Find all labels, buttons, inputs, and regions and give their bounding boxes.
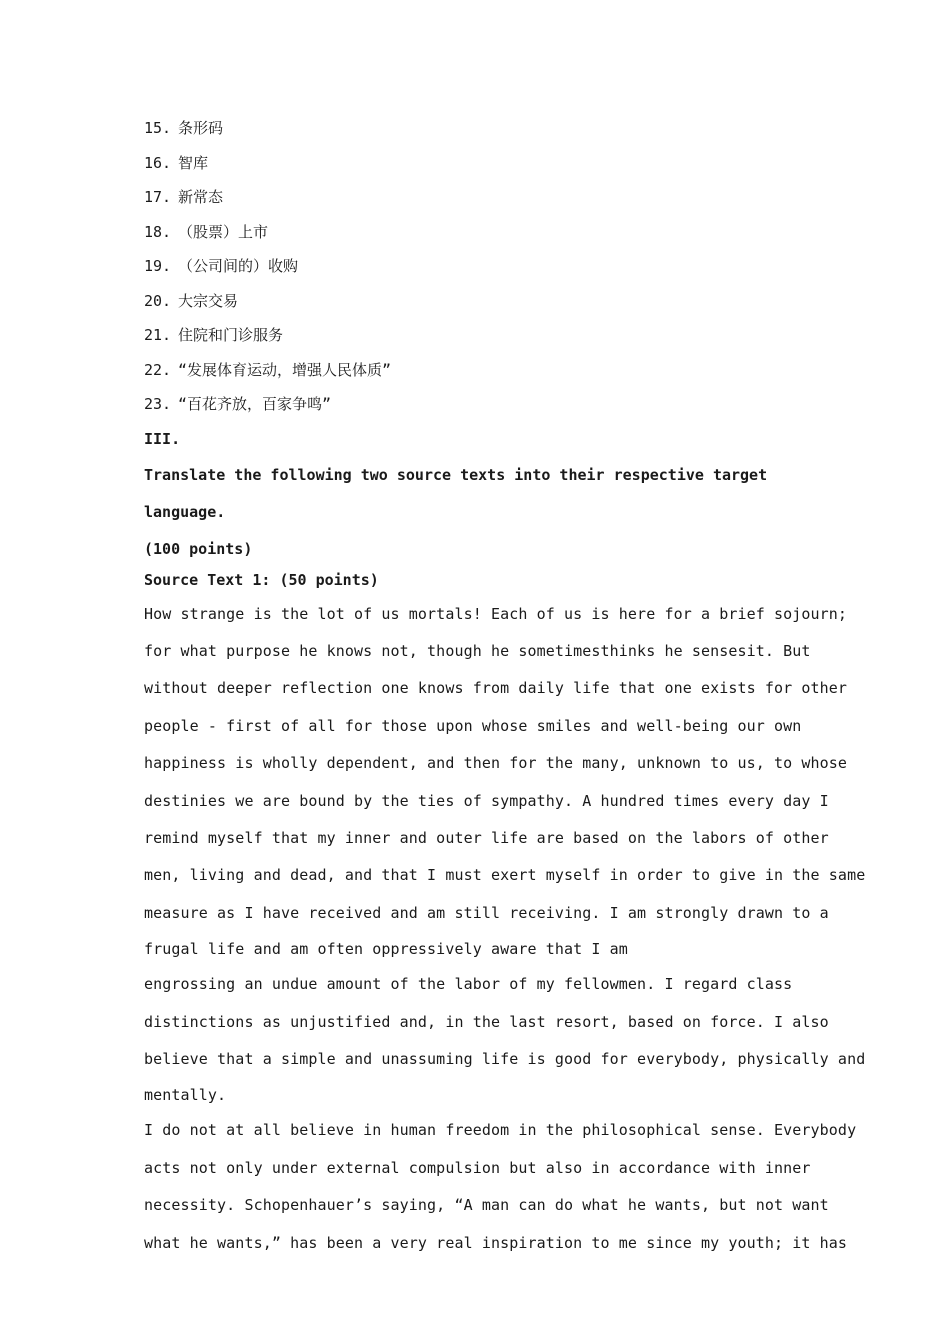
paragraph-line: I do not at all believe in human freedom in the philosophical sense. Everybody — [144, 1121, 857, 1140]
paragraph-line: distinctions as unjustified and, in the last resort, based on force. I also — [144, 1012, 829, 1031]
list-item — [144, 222, 824, 257]
item-number: 18. — [144, 222, 172, 241]
item-number: 16. — [144, 153, 172, 172]
item-number: 15. — [144, 119, 172, 137]
section-heading: III. — [144, 429, 181, 448]
paragraph-line: mentally. — [144, 1086, 227, 1105]
item-number: 20. — [144, 291, 172, 310]
source-paragraph-1 — [144, 596, 866, 1113]
paragraph-line: engrossing an undue amount of the labor of my fellowmen. I regard class — [144, 975, 793, 994]
item-term: 条形码 — [178, 119, 224, 137]
paragraph-line: necessity. Schopenhauer’s saying, “A man can do what he wants, but not want — [144, 1196, 829, 1215]
instruction-text — [144, 457, 824, 568]
paragraph-line: without deeper reflection one knows from daily life that one exists for other — [144, 679, 848, 698]
list-item — [144, 256, 824, 291]
item-term: 智库 — [178, 153, 209, 172]
instruction-line: Translate the following two source texts into their respective target language. — [144, 465, 768, 521]
paragraph-line: men, living and dead, and that I must exert myself in order to give in the same — [144, 866, 866, 885]
paragraph-line: destinies we are bound by the ties of sympathy. A hundred times every day I — [144, 791, 829, 810]
item-term: （公司间的）收购 — [178, 257, 299, 275]
item-number: 17. — [144, 188, 172, 206]
list-item — [144, 325, 824, 360]
list-item — [144, 118, 824, 153]
item-term: 住院和门诊服务 — [178, 326, 284, 344]
item-term: “发展体育运动，增强人民体质” — [178, 360, 392, 379]
item-number: 21. — [144, 326, 172, 344]
list-item — [144, 153, 824, 188]
source-text-heading: Source Text 1: (50 points) — [144, 570, 379, 589]
item-number: 23. — [144, 395, 172, 413]
paragraph-line: for what purpose he knows not, though he sometimesthinks he sensesit. But — [144, 641, 811, 660]
paragraph-line: happiness is wholly dependent, and then for the many, unknown to us, to whose — [144, 754, 848, 773]
paragraph-line: How strange is the lot of us mortals! Each of us is here for a brief sojourn; — [144, 604, 848, 623]
item-term: 新常态 — [178, 188, 224, 206]
item-number: 19. — [144, 257, 172, 275]
vocab-list — [144, 118, 824, 429]
item-term: “百花齐放，百家争鸣” — [178, 395, 332, 413]
paragraph-line: measure as I have received and am still receiving. I am strongly drawn to a — [144, 903, 829, 922]
points-line: (100 points) — [144, 539, 253, 558]
item-number: 22. — [144, 360, 172, 379]
paragraph-line: people - first of all for those upon whose smiles and well-being our own — [144, 716, 802, 735]
list-item — [144, 291, 824, 326]
list-item — [144, 394, 824, 429]
list-item — [144, 360, 824, 395]
paragraph-line: believe that a simple and unassuming life is good for everybody, physically and — [144, 1049, 866, 1068]
item-term: 大宗交易 — [178, 291, 239, 310]
item-term: （股票）上市 — [178, 222, 269, 241]
source-paragraph-2 — [144, 1112, 857, 1262]
paragraph-line: frugal life and am often oppressively aware that I am — [144, 940, 628, 959]
document-page — [144, 118, 866, 1262]
list-item — [144, 187, 824, 222]
paragraph-line: acts not only under external compulsion but also in accordance with inner — [144, 1158, 811, 1177]
paragraph-line: what he wants,” has been a very real inspiration to me since my youth; it has — [144, 1233, 848, 1252]
paragraph-line: remind myself that my inner and outer life are based on the labors of other — [144, 828, 829, 847]
